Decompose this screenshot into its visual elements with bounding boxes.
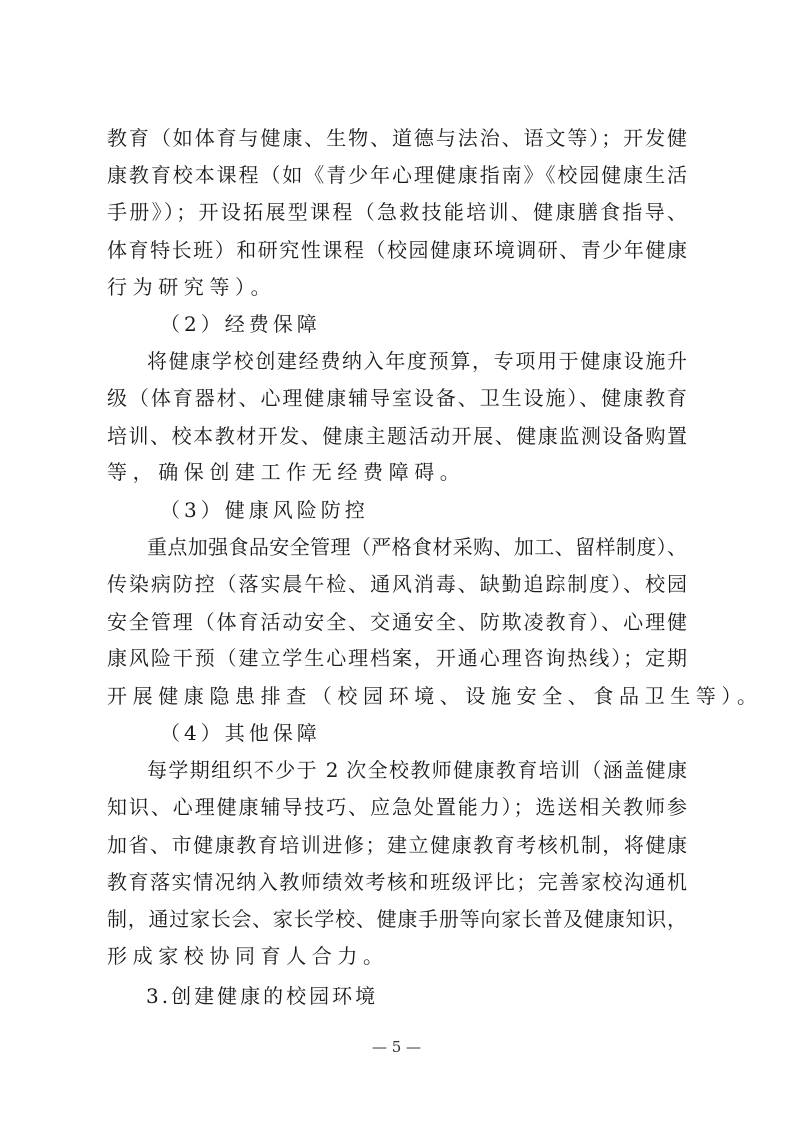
text-line: 级（体育器材、心理健康辅导室设备、卫生设施）、健康教育 <box>107 386 687 410</box>
text-line: 形成家校协同育人合力。 <box>107 944 389 968</box>
text-line: 教育（如体育与健康、生物、道德与法治、语文等）；开发健 <box>107 126 687 150</box>
text-line: 教育落实情况纳入教师绩效考核和班级评比；完善家校沟通机 <box>107 870 687 894</box>
text-line: 将健康学校创建经费纳入年度预算，专项用于健康设施升 <box>147 349 687 373</box>
text-line: 开展健康隐患排查（校园环境、设施安全、食品卫生等）。 <box>107 684 763 708</box>
text-line: 每学期组织不少于 2 次全校教师健康教育培训（涵盖健康 <box>147 758 687 782</box>
section-heading-risk: （3）健康风险防控 <box>160 498 369 522</box>
section-heading-other: （4）其他保障 <box>160 721 321 745</box>
text-line: 行为研究等）。 <box>107 275 277 299</box>
text-line: 等，确保创建工作无经费障碍。 <box>107 460 466 484</box>
text-line: 重点加强食品安全管理（严格食材采购、加工、留样制度）、 <box>147 535 687 559</box>
text-line: 手册》）；开设拓展型课程（急救技能培训、健康膳食指导、 <box>107 200 687 224</box>
section-heading-funding: （2）经费保障 <box>160 312 321 336</box>
text-line: 知识、心理健康辅导技巧、应急处置能力）；选送相关教师参 <box>107 795 687 819</box>
text-line: 体育特长班）和研究性课程（校园健康环境调研、青少年健康 <box>107 238 687 262</box>
text-line: 康教育校本课程（如《青少年心理健康指南》《校园健康生活 <box>107 163 687 187</box>
text-line: 传染病防控（落实晨午检、通风消毒、缺勤追踪制度）、校园 <box>107 572 687 596</box>
page-number: — 5 — <box>371 1038 422 1056</box>
text-line: 安全管理（体育活动安全、交通安全、防欺凌教育）、心理健 <box>107 610 687 634</box>
text-line: 制，通过家长会、家长学校、健康手册等向家长普及健康知识， <box>107 907 687 931</box>
text-line: 加省、市健康教育培训进修；建立健康教育考核机制，将健康 <box>107 833 687 857</box>
section-heading-environment: 3.创建健康的校园环境 <box>146 984 379 1008</box>
text-line: 培训、校本教材开发、健康主题活动开展、健康监测设备购置 <box>107 424 687 448</box>
text-line: 康风险干预（建立学生心理档案，开通心理咨询热线）；定期 <box>107 646 687 670</box>
